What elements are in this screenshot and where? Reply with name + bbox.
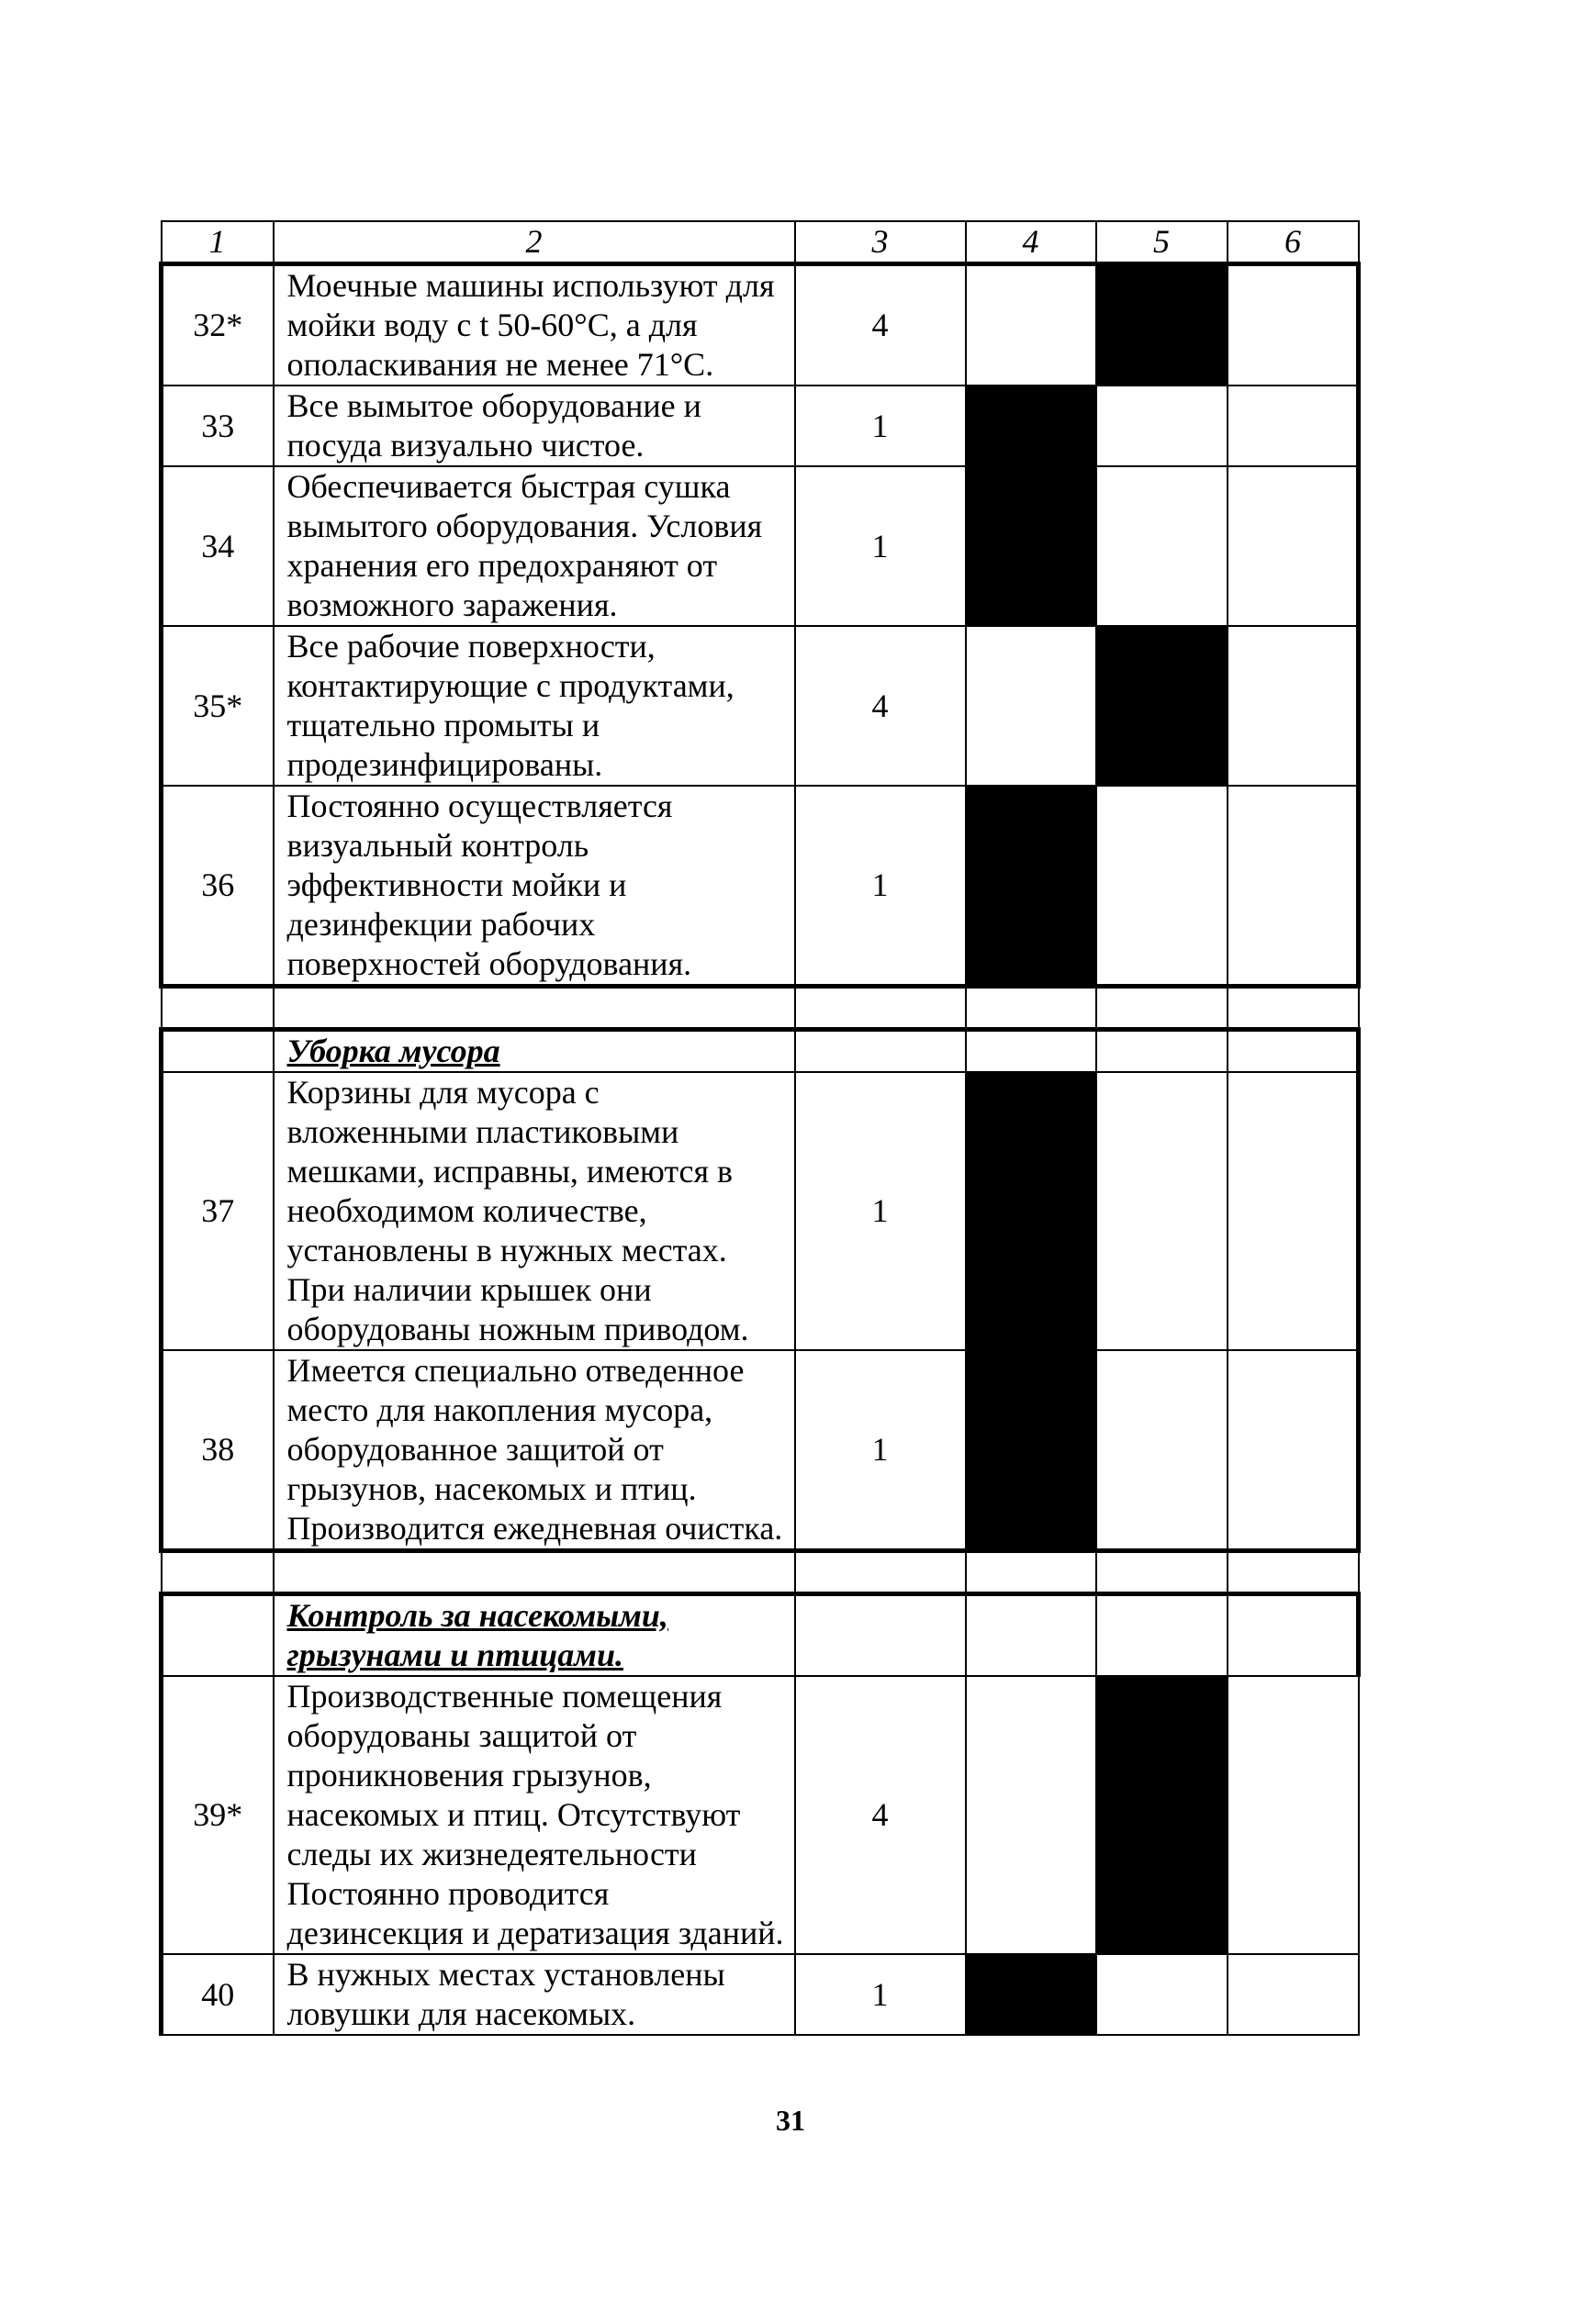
mark-cell-filled [966, 786, 1096, 987]
mark-cell [1096, 385, 1228, 466]
mark-cell [966, 264, 1096, 386]
spacer-row [162, 1551, 1359, 1594]
row-number: 35* [162, 626, 274, 786]
row-points: 1 [795, 466, 966, 626]
mark-cell [1228, 466, 1359, 626]
row-points: 4 [795, 264, 966, 386]
empty-cell [274, 987, 795, 1030]
empty-cell [1228, 1030, 1359, 1073]
mark-cell [1228, 1676, 1359, 1954]
row-points: 1 [795, 385, 966, 466]
header-row [162, 221, 1359, 264]
table-row [162, 626, 1359, 786]
row-number: 36 [162, 786, 274, 987]
empty-cell [795, 1594, 966, 1677]
mark-cell [1228, 1072, 1359, 1350]
row-text: В нужных местах установлены ловушки для насекомых. [274, 1954, 795, 2035]
row-points: 1 [795, 1954, 966, 2035]
empty-cell [274, 1551, 795, 1594]
empty-cell [795, 1551, 966, 1594]
table-row [162, 786, 1359, 987]
mark-cell [1228, 1350, 1359, 1551]
header-cell: 4 [966, 221, 1096, 264]
empty-cell [1228, 1551, 1359, 1594]
table-row [162, 1350, 1359, 1551]
table-row [162, 264, 1359, 386]
empty-cell [1096, 1030, 1228, 1073]
mark-cell-filled [966, 1954, 1096, 2035]
mark-cell [1228, 264, 1359, 386]
mark-cell [1228, 626, 1359, 786]
table-row [162, 1954, 1359, 2035]
row-number: 40 [162, 1954, 274, 2035]
row-number: 38 [162, 1350, 274, 1551]
mark-cell [1096, 1072, 1228, 1350]
header-cell: 3 [795, 221, 966, 264]
table-row [162, 385, 1359, 466]
empty-cell [1228, 1594, 1359, 1677]
header-cell: 5 [1096, 221, 1228, 264]
mark-cell [1096, 1954, 1228, 2035]
empty-cell [966, 1594, 1096, 1677]
section-title-row [162, 1030, 1359, 1073]
mark-cell [1228, 1954, 1359, 2035]
row-text: Все вымытое оборудование и посуда визуально чистое. [274, 385, 795, 466]
mark-cell [1228, 385, 1359, 466]
empty-cell [1096, 1594, 1228, 1677]
row-number: 37 [162, 1072, 274, 1350]
mark-cell [1096, 466, 1228, 626]
empty-cell [162, 987, 274, 1030]
row-text: Имеется специально отведенное место для накопления мусора, оборудованное защитой от грызунов, насекомых и птиц. Производится ежедневная очистка. [274, 1350, 795, 1551]
section-title: Контроль за насекомыми, грызунами и птицами. [274, 1594, 795, 1677]
section-title: Уборка мусора [274, 1030, 795, 1073]
row-text: Корзины для мусора с вложенными пластиковыми мешками, исправны, имеются в необходимом количестве, установлены в нужных местах. При наличии крышек они оборудованы ножным приводом. [274, 1072, 795, 1350]
empty-cell [1096, 1551, 1228, 1594]
row-points: 1 [795, 786, 966, 987]
header-cell: 2 [274, 221, 795, 264]
mark-cell-filled [966, 466, 1096, 626]
row-points: 4 [795, 626, 966, 786]
row-number: 33 [162, 385, 274, 466]
mark-cell [966, 1676, 1096, 1954]
row-points: 4 [795, 1676, 966, 1954]
row-text: Моечные машины используют для мойки воду с t 50-60°С, а для ополаскивания не менее 71°С. [274, 264, 795, 386]
empty-cell [795, 1030, 966, 1073]
empty-cell [795, 987, 966, 1030]
row-number: 34 [162, 466, 274, 626]
header-cell: 6 [1228, 221, 1359, 264]
page-number: 31 [776, 2104, 805, 2137]
mark-cell [966, 626, 1096, 786]
mark-cell-filled [966, 385, 1096, 466]
mark-cell-filled [1096, 626, 1228, 786]
empty-cell [1096, 987, 1228, 1030]
spacer-row [162, 987, 1359, 1030]
empty-cell [1228, 987, 1359, 1030]
table-row [162, 466, 1359, 626]
table-row [162, 1676, 1359, 1954]
table-row [162, 1072, 1359, 1350]
mark-cell [1096, 786, 1228, 987]
empty-cell [966, 1030, 1096, 1073]
empty-cell [162, 1030, 274, 1073]
row-text: Обеспечивается быстрая сушка вымытого оборудования. Условия хранения его предохраняют от возможного заражения. [274, 466, 795, 626]
row-points: 1 [795, 1350, 966, 1551]
empty-cell [162, 1551, 274, 1594]
row-text: Производственные помещения оборудованы защитой от проникновения грызунов, насекомых и птиц. Отсутствуют следы их жизнедеятельности Постоянно проводится дезинсекция и дератизация зданий. [274, 1676, 795, 1954]
mark-cell-filled [966, 1350, 1096, 1551]
header-cell: 1 [162, 221, 274, 264]
mark-cell-filled [966, 1072, 1096, 1350]
mark-cell [1096, 1350, 1228, 1551]
row-number: 39* [162, 1676, 274, 1954]
empty-cell [966, 987, 1096, 1030]
row-text: Постоянно осуществляется визуальный контроль эффективности мойки и дезинфекции рабочих поверхностей оборудования. [274, 786, 795, 987]
row-points: 1 [795, 1072, 966, 1350]
checklist-table [159, 220, 1361, 2036]
row-text: Все рабочие поверхности, контактирующие с продуктами, тщательно промыты и продезинфицированы. [274, 626, 795, 786]
mark-cell-filled [1096, 264, 1228, 386]
section-title-row [162, 1594, 1359, 1677]
row-number: 32* [162, 264, 274, 386]
empty-cell [162, 1594, 274, 1677]
mark-cell-filled [1096, 1676, 1228, 1954]
empty-cell [966, 1551, 1096, 1594]
mark-cell [1228, 786, 1359, 987]
